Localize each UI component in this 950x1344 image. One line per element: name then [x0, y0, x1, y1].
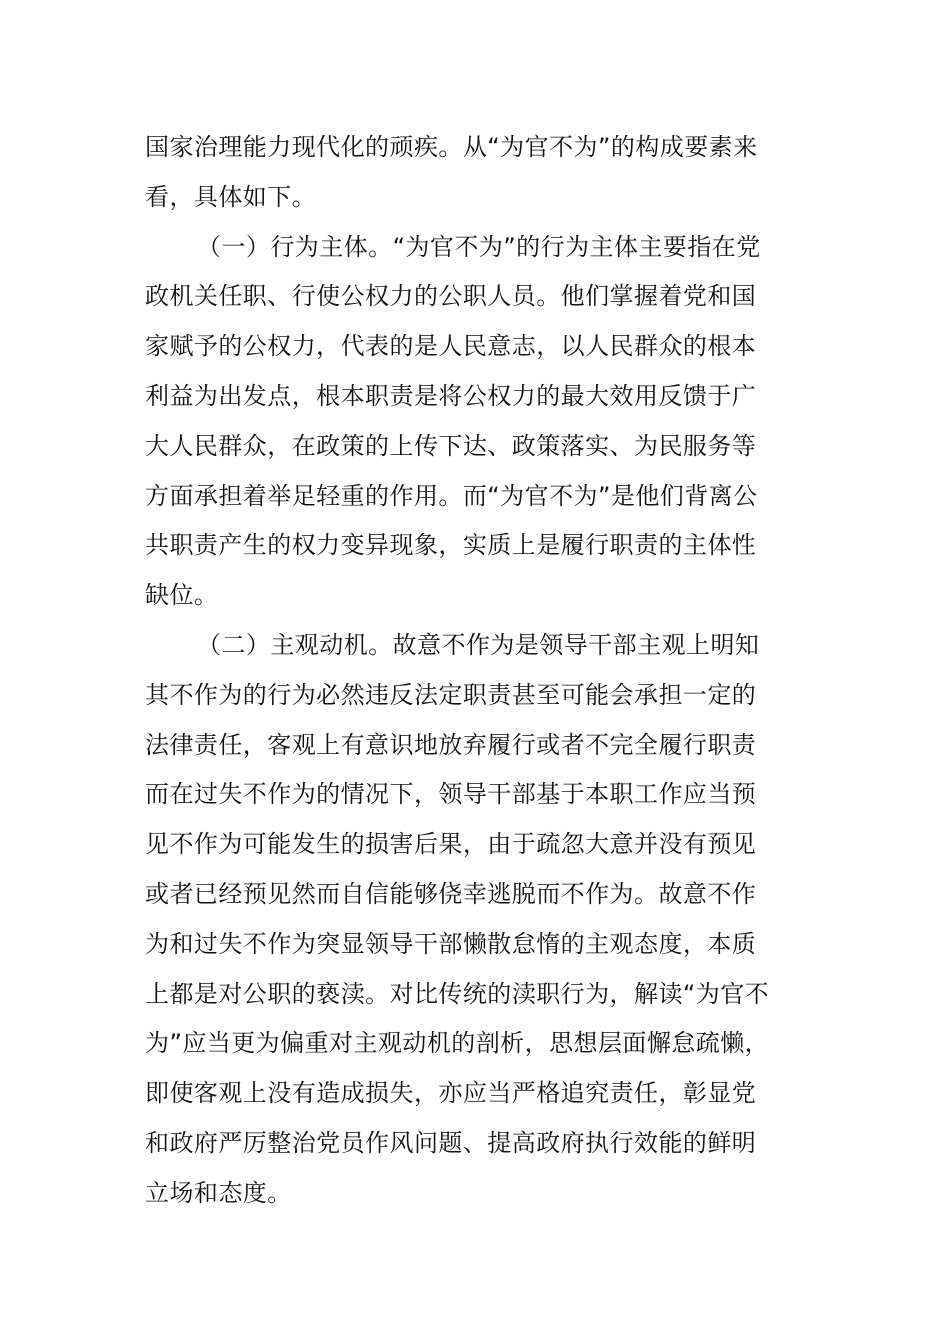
text-line: 见不作为可能发生的损害后果，由于疏忽大意并没有预见	[145, 830, 757, 859]
text-line: 利益为出发点，根本职责是将公权力的最大效用反馈于广	[145, 381, 757, 410]
section-heading-line: （二）主观动机。故意不作为是领导干部主观上明知	[197, 630, 760, 659]
text-line: 或者已经预见然而自信能够侥幸逃脱而不作为。故意不作	[145, 879, 757, 908]
section-heading-line: （一）行为主体。“为官不为”的行为主体主要指在党	[197, 232, 761, 261]
text-line: 大人民群众，在政策的上传下达、政策落实、为民服务等	[145, 431, 757, 460]
text-line: 家赋予的公权力，代表的是人民意志，以人民群众的根本	[145, 332, 757, 361]
text-line: 为”应当更为偏重对主观动机的剖析，思想层面懈怠疏懒，	[145, 1029, 770, 1058]
text-line: 即使客观上没有造成损失，亦应当严格追究责任，彰显党	[145, 1079, 757, 1108]
text-line: 政机关任职、行使公权力的公职人员。他们掌握着党和国	[145, 282, 757, 311]
text-line: 看，具体如下。	[145, 182, 317, 211]
text-line: 共职责产生的权力变异现象，实质上是履行职责的主体性	[145, 531, 757, 560]
text-line: 上都是对公职的亵渎。对比传统的渎职行为，解读“为官不	[145, 979, 770, 1008]
text-line: 法律责任，客观上有意识地放弃履行或者不完全履行职责	[145, 730, 757, 759]
text-line: 和政府严厉整治党员作风问题、提高政府执行效能的鲜明	[145, 1128, 757, 1157]
text-line: 其不作为的行为必然违反法定职责甚至可能会承担一定的	[145, 680, 757, 709]
text-line: 而在过失不作为的情况下，领导干部基于本职工作应当预	[145, 780, 757, 809]
text-line: 为和过失不作为突显领导干部懒散怠惰的主观态度，本质	[145, 929, 757, 958]
text-line: 方面承担着举足轻重的作用。而“为官不为”是他们背离公	[145, 481, 758, 510]
text-line: 缺位。	[145, 581, 219, 610]
body-text	[145, 123, 805, 1219]
text-line: 国家治理能力现代化的顽疾。从“为官不为”的构成要素来	[145, 133, 758, 161]
text-line: 立场和态度。	[145, 1178, 292, 1207]
